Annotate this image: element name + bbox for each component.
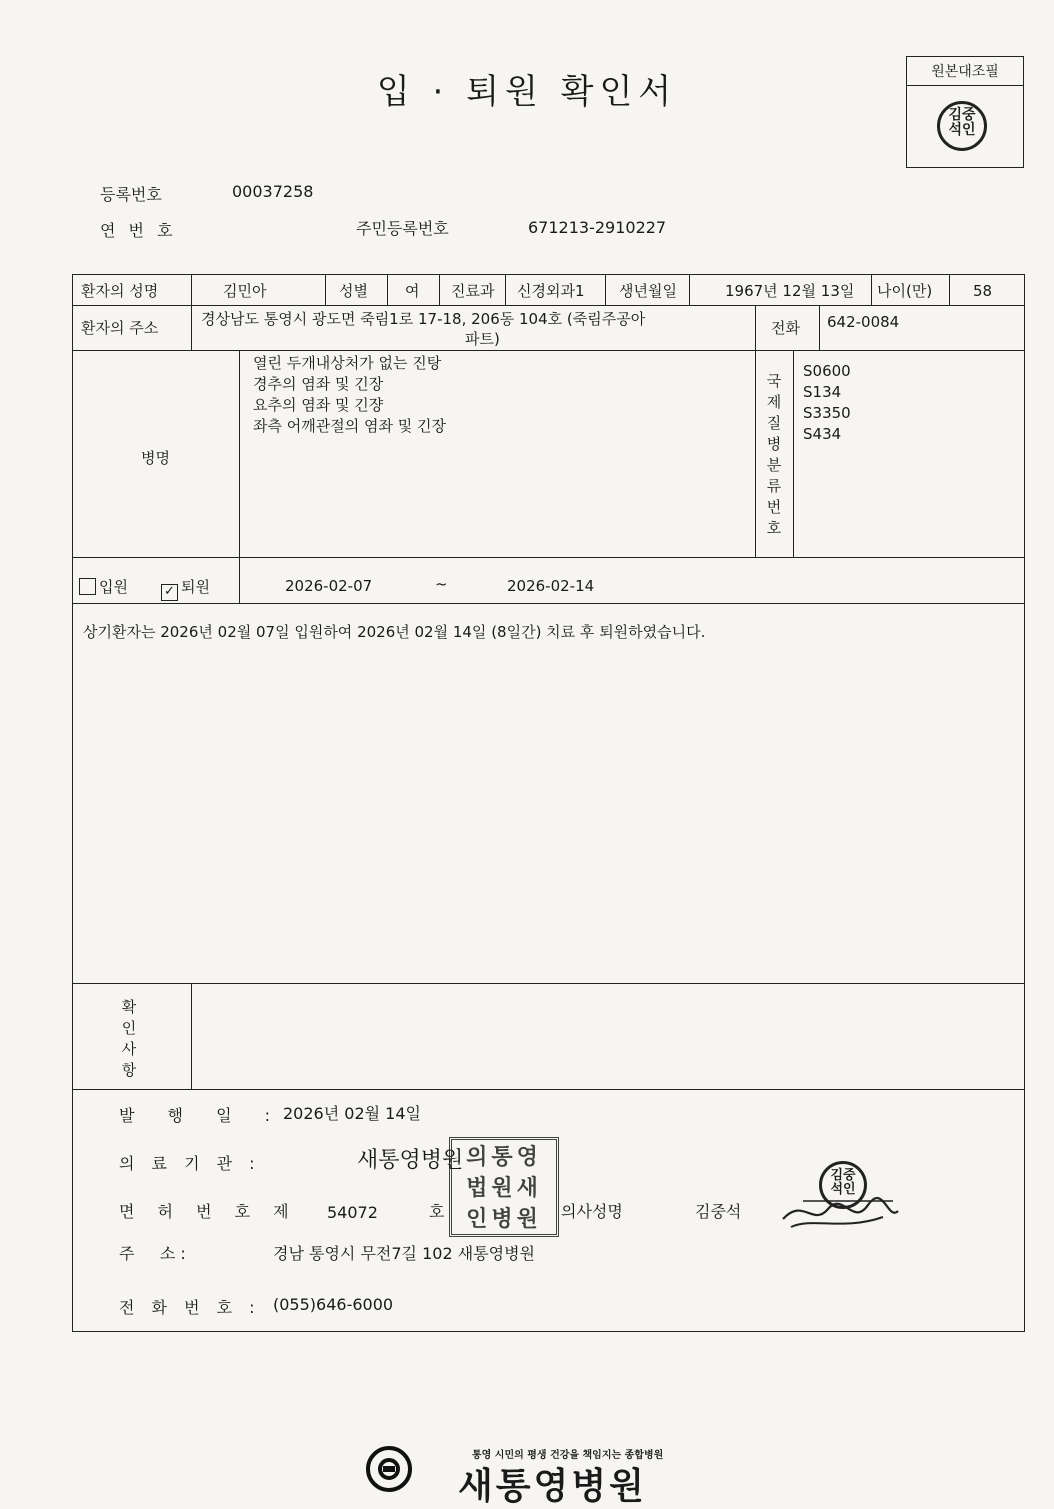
- issue-date-label: 발 행 일 :: [119, 1106, 285, 1125]
- icd-code: S0600: [803, 362, 851, 380]
- discharge-option[interactable]: [161, 576, 210, 601]
- age-value: 58: [973, 282, 993, 300]
- admit-checkbox[interactable]: [79, 578, 96, 595]
- patient-name-label: 환자의 성명: [81, 282, 159, 300]
- reg-no-value: 00037258: [232, 182, 314, 201]
- phone-value: 642-0084: [827, 313, 900, 331]
- stay-tilde: ~: [435, 575, 448, 593]
- address-line2: 파트): [465, 330, 500, 348]
- icd-label: 국 제 질 병 분 류 번 호: [766, 372, 782, 537]
- doctor-seal: 김중 석인: [819, 1161, 867, 1209]
- original-copy-label: 원본대조필: [931, 64, 999, 80]
- diagnosis-item: 경추의 염좌 및 긴장: [253, 375, 384, 393]
- footer-hospital-name: 새통영병원: [458, 1466, 647, 1507]
- diagnosis-item: 좌측 어깨관절의 염좌 및 긴장: [253, 417, 446, 435]
- original-copy-seal: 김중 석인: [937, 101, 987, 151]
- institution-name: 새통영병원: [357, 1148, 464, 1173]
- diagnosis-list: [253, 353, 446, 437]
- hospital-logo-icon: [366, 1446, 412, 1492]
- serial-label: 연 번 호: [100, 221, 177, 240]
- diagnosis-label: 병명: [141, 449, 170, 467]
- document-title: 입 · 퇴원 확인서: [376, 72, 678, 112]
- diagnosis-item: 열린 두개내상처가 없는 진탕: [253, 354, 442, 372]
- institution-label: 의 료 기 관 :: [119, 1154, 261, 1173]
- diagnosis-item: 요추의 염좌 및 긴쟝: [253, 396, 384, 414]
- issuer-address-label: 주 소 :: [119, 1244, 186, 1263]
- issue-date: 2026년 02월 14일: [283, 1104, 421, 1123]
- phone-label: 전화: [771, 319, 800, 337]
- rrn-label: 주민등록번호: [356, 219, 449, 238]
- confirm-label: 확 인 사 항: [121, 998, 137, 1079]
- address-label: 환자의 주소: [81, 319, 159, 337]
- footer-slogan: 통영 시민의 평생 건강을 책임지는 종합병원: [472, 1450, 664, 1461]
- discharge-checkbox[interactable]: ✓: [161, 584, 178, 601]
- sex-value: 여: [405, 282, 420, 300]
- hospital-seal: 의통영 법원새 인병원: [449, 1137, 559, 1237]
- discharge-label: 퇴원: [181, 578, 210, 596]
- dept-value: 신경외과1: [517, 282, 585, 300]
- dob-label: 생년월일: [619, 282, 677, 300]
- doctor-name: 김중석: [695, 1202, 742, 1221]
- doctor-label: 의사성명: [561, 1202, 623, 1221]
- admit-label: 입원: [99, 578, 128, 596]
- icd-codes: [803, 361, 851, 445]
- license-suffix: 호: [429, 1202, 445, 1221]
- stay-statement: 상기환자는 2026년 02월 07일 입원하여 2026년 02월 14일 (8일간) 치료 후 퇴원하였습니다.: [83, 623, 706, 641]
- icd-code: S434: [803, 425, 842, 443]
- original-copy-stamp-box: [906, 56, 1024, 168]
- stay-from: 2026-02-07: [285, 577, 373, 595]
- address-line1: 경상남도 통영시 광도면 죽림1로 17-18, 206동 104호 (죽림주공아: [201, 310, 646, 328]
- rrn-value: 671213-2910227: [528, 218, 667, 237]
- dob-value: 1967년 12월 13일: [725, 282, 855, 300]
- dept-label: 진료과: [451, 282, 495, 300]
- age-label: 나이(만): [877, 282, 933, 300]
- icd-code: S134: [803, 383, 842, 401]
- icd-code: S3350: [803, 404, 851, 422]
- reg-no-label: 등록번호: [100, 185, 162, 204]
- patient-name: 김민아: [223, 282, 267, 300]
- license-label: 면 허 번 호 제: [119, 1202, 298, 1221]
- license-number: 54072: [327, 1203, 378, 1222]
- issuer-phone-label: 전 화 번 호 :: [119, 1298, 261, 1317]
- sex-label: 성별: [339, 282, 368, 300]
- issuer-address: 경남 통영시 무전7길 102 새통영병원: [273, 1244, 535, 1263]
- issuer-phone: (055)646-6000: [273, 1295, 394, 1314]
- stay-to: 2026-02-14: [507, 577, 595, 595]
- certificate-form: [72, 274, 1025, 1332]
- admit-option[interactable]: [79, 576, 128, 597]
- doctor-signature: [773, 1187, 903, 1237]
